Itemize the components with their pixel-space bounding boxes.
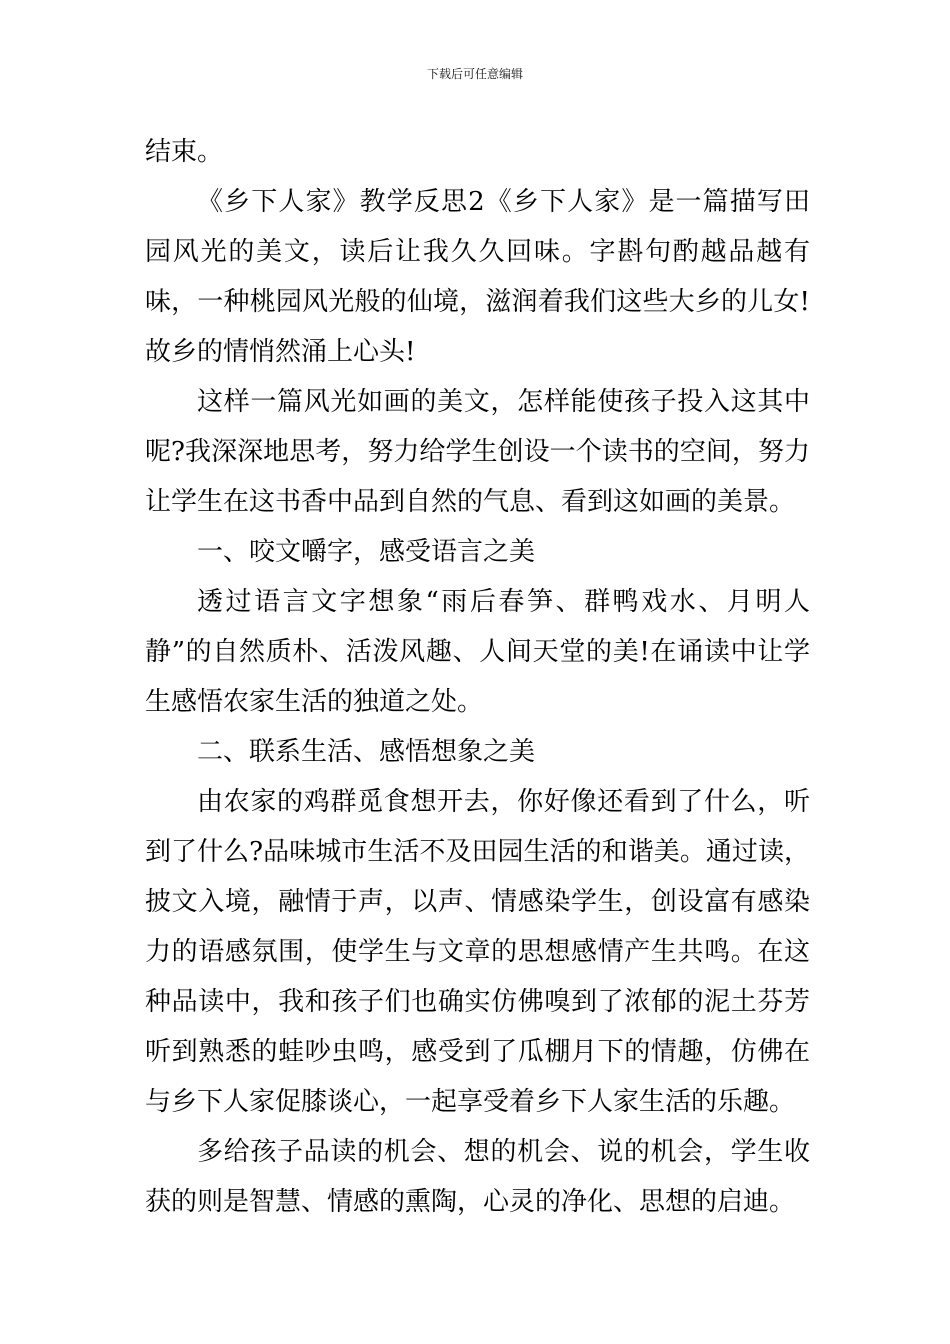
paragraph-3: 这样一篇风光如画的美文，怎样能使孩子投入这其中呢?我深深地思考，努力给学生创设一个读书的空间，努力让学生在这书香中品到自然的气息、看到这如画的美景。 bbox=[145, 387, 810, 517]
paragraph-6: 多给孩子品读的机会、想的机会、说的机会，学生收获的则是智慧、情感的熏陶，心灵的净化、思想的启迪。 bbox=[145, 1137, 810, 1217]
paragraph-2: 《乡下人家》教学反思2《乡下人家》是一篇描写田园风光的美文，读后让我久久回味。字斟句酌越品越有味，一种桃园风光般的仙境，滋润着我们这些大乡的儿女!故乡的情悄然涌上心头! bbox=[145, 187, 810, 367]
section-heading-2: 二、联系生活、感悟想象之美 bbox=[197, 737, 536, 767]
paragraph-4: 透过语言文字想象“雨后春笋、群鸭戏水、月明人静”的自然质朴、活泼风趣、人间天堂的美!在诵读中让学生感悟农家生活的独道之处。 bbox=[145, 587, 810, 717]
section-heading-1: 一、咬文嚼字，感受语言之美 bbox=[197, 537, 536, 567]
page-header: 下载后可任意编辑 bbox=[426, 67, 523, 81]
paragraph-1: 结束。 bbox=[145, 137, 224, 167]
document-body bbox=[145, 127, 810, 1227]
paragraph-5: 由农家的鸡群觅食想开去，你好像还看到了什么，听到了什么?品味城市生活不及田园生活的和谐美。通过读，披文入境，融情于声，以声、情感染学生，创设富有感染力的语感氛围，使学生与文章的思想感情产生共鸣。在这种品读中，我和孩子们也确实仿佛嗅到了浓郁的泥土芬芳听到熟悉的蛙吵虫鸣，感受到了瓜棚月下的情趣，仿佛在与乡下人家促膝谈心，一起享受着乡下人家生活的乐趣。 bbox=[145, 787, 810, 1117]
